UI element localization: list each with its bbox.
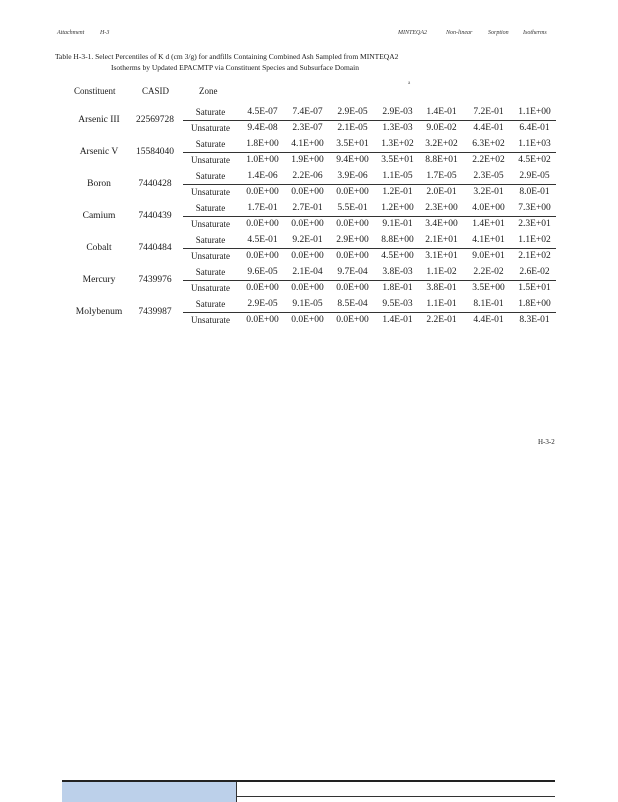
percentile-value: 6.4E-01 (519, 123, 550, 133)
casid-value: 7439987 (138, 307, 172, 317)
zone-saturate: Saturate (195, 235, 226, 245)
column-header-casid: CASID (142, 86, 170, 96)
percentile-value: 0.0E+00 (246, 283, 279, 293)
percentile-value: 9.0E+01 (472, 251, 505, 261)
zone-unsaturate: Unsaturate (191, 283, 230, 293)
percentile-value: 9.1E-05 (292, 299, 323, 309)
percentile-value: 2.9E-05 (519, 171, 550, 181)
casid-value: 7440484 (138, 243, 172, 253)
percentile-value: 2.9E-05 (337, 107, 368, 117)
percentile-value: 3.5E+00 (472, 283, 505, 293)
percentile-value: 9.6E-05 (247, 267, 278, 277)
percentile-value: 2.3E-05 (473, 171, 504, 181)
percentile-value: 1.1E+00 (518, 107, 551, 117)
footnote-marker: a (408, 81, 411, 86)
percentile-value: 1.0E+00 (246, 155, 279, 165)
percentile-value: 9.4E+00 (336, 155, 369, 165)
percentile-value: 3.4E+00 (425, 219, 458, 229)
row-divider (183, 216, 556, 217)
percentile-value: 2.9E-05 (247, 299, 278, 309)
header-attachment: Attachment (57, 30, 85, 36)
percentile-value: 2.9E+00 (336, 235, 369, 245)
percentile-value: 0.0E+00 (246, 219, 279, 229)
percentile-value: 1.3E-03 (382, 123, 413, 133)
percentile-value: 1.1E-01 (426, 299, 457, 309)
percentile-value: 2.2E-06 (292, 171, 323, 181)
percentile-value: 4.5E-01 (247, 235, 278, 245)
percentile-value: 1.1E+03 (518, 139, 551, 149)
percentile-value: 1.4E+01 (472, 219, 505, 229)
percentile-value: 2.3E+01 (518, 219, 551, 229)
percentile-value: 1.7E-05 (426, 171, 457, 181)
percentile-value: 1.2E-01 (382, 187, 413, 197)
percentile-value: 9.1E-01 (382, 219, 413, 229)
percentile-value: 2.6E-02 (519, 267, 550, 277)
next-table-header-cell (62, 782, 129, 802)
percentile-value: 7.3E+00 (518, 203, 551, 213)
percentile-value: 3.8E-03 (382, 267, 413, 277)
zone-saturate: Saturate (195, 171, 226, 181)
header-section: H-3 (100, 30, 110, 36)
row-divider (183, 312, 556, 313)
percentile-value: 0.0E+00 (336, 283, 369, 293)
percentile-value: 4.5E+00 (381, 251, 414, 261)
percentile-value: 2.1E+01 (425, 235, 458, 245)
percentile-value: 1.8E-01 (382, 283, 413, 293)
percentile-value: 3.5E+01 (336, 139, 369, 149)
percentile-value: 2.0E-01 (426, 187, 457, 197)
table-caption-line-2: Isotherms by Updated EPACMTP via Constituent Species and Subsurface Domain (111, 63, 359, 72)
percentile-value: 8.0E-01 (519, 187, 550, 197)
table-caption-line-1: Table H-3-1. Select Percentiles of K d (cm 3/g) for andfills Containing Combined Ash Sampled from MINTEQA2 (55, 52, 399, 61)
constituent-name: Boron (87, 179, 111, 189)
percentile-value: 1.1E+02 (518, 235, 551, 245)
percentile-value: 0.0E+00 (246, 315, 279, 325)
next-table-header-fragment (62, 780, 555, 802)
zone-unsaturate: Unsaturate (191, 187, 230, 197)
percentile-value: 1.3E+02 (381, 139, 414, 149)
percentile-value: 0.0E+00 (246, 251, 279, 261)
zone-saturate: Saturate (195, 267, 226, 277)
percentile-value: 1.4E-06 (247, 171, 278, 181)
zone-unsaturate: Unsaturate (191, 219, 230, 229)
percentile-value: 1.4E-01 (382, 315, 413, 325)
percentile-value: 1.1E-05 (382, 171, 413, 181)
percentile-value: 1.5E+01 (518, 283, 551, 293)
casid-value: 15584040 (136, 147, 174, 157)
casid-value: 7440439 (138, 211, 172, 221)
header-isotherms: Isotherms (523, 30, 547, 36)
percentile-value: 0.0E+00 (246, 187, 279, 197)
percentile-value: 2.2E-02 (473, 267, 504, 277)
zone-unsaturate: Unsaturate (191, 315, 230, 325)
percentile-value: 9.4E-08 (247, 123, 278, 133)
column-header-constituent: Constituent (74, 86, 116, 96)
percentile-value: 2.2E+02 (472, 155, 505, 165)
row-divider (183, 120, 556, 121)
percentile-value: 0.0E+00 (291, 315, 324, 325)
constituent-name: Molybenum (75, 307, 123, 317)
percentile-value: 0.0E+00 (291, 251, 324, 261)
percentile-value: 7.2E-01 (473, 107, 504, 117)
zone-unsaturate: Unsaturate (191, 155, 230, 165)
constituent-name: Arsenic III (78, 115, 120, 125)
percentile-value: 4.1E+00 (291, 139, 324, 149)
zone-saturate: Saturate (195, 299, 226, 309)
percentile-value: 4.5E+02 (518, 155, 551, 165)
next-table-header-rule (236, 796, 555, 797)
zone-unsaturate: Unsaturate (191, 251, 230, 261)
percentile-value: 9.0E-02 (426, 123, 457, 133)
percentile-value: 2.1E+02 (518, 251, 551, 261)
row-divider (183, 184, 556, 185)
percentile-value: 4.5E-07 (247, 107, 278, 117)
casid-value: 22569728 (136, 115, 174, 125)
percentile-value: 0.0E+00 (291, 219, 324, 229)
percentile-value: 4.1E+01 (472, 235, 505, 245)
percentile-value: 2.1E-04 (292, 267, 323, 277)
percentile-value: 1.7E-01 (247, 203, 278, 213)
percentile-value: 8.5E-04 (337, 299, 368, 309)
percentile-value: 6.3E+02 (472, 139, 505, 149)
percentile-value: 9.5E-03 (382, 299, 413, 309)
constituent-name: Mercury (82, 275, 116, 285)
percentile-value: 1.4E-01 (426, 107, 457, 117)
percentile-value: 3.1E+01 (425, 251, 458, 261)
percentile-value: 3.2E+02 (425, 139, 458, 149)
percentile-value: 1.9E+00 (291, 155, 324, 165)
casid-value: 7440428 (138, 179, 172, 189)
row-divider (183, 152, 556, 153)
constituent-name: Camium (82, 211, 116, 221)
zone-saturate: Saturate (195, 203, 226, 213)
zone-saturate: Saturate (195, 107, 226, 117)
percentile-value: 1.1E-02 (426, 267, 457, 277)
percentile-value: 4.4E-01 (473, 123, 504, 133)
percentile-value: 8.8E+01 (425, 155, 458, 165)
percentile-value: 1.8E+00 (518, 299, 551, 309)
percentile-value: 8.8E+00 (381, 235, 414, 245)
row-divider (183, 280, 556, 281)
constituent-name: Arsenic V (79, 147, 119, 157)
percentile-value: 2.3E-07 (292, 123, 323, 133)
constituent-name: Cobalt (86, 243, 112, 253)
percentile-value: 5.5E-01 (337, 203, 368, 213)
percentile-value: 4.4E-01 (473, 315, 504, 325)
percentile-value: 0.0E+00 (336, 187, 369, 197)
percentile-value: 8.3E-01 (519, 315, 550, 325)
percentile-value: 3.9E-06 (337, 171, 368, 181)
percentile-value: 3.2E-01 (473, 187, 504, 197)
percentile-value: 7.4E-07 (292, 107, 323, 117)
percentile-value: 0.0E+00 (291, 187, 324, 197)
percentile-value: 9.7E-04 (337, 267, 368, 277)
percentile-value: 4.0E+00 (472, 203, 505, 213)
zone-unsaturate: Unsaturate (191, 123, 230, 133)
percentile-value: 2.7E-01 (292, 203, 323, 213)
header-sorption: Sorption (488, 30, 509, 36)
header-nonlinear: Non-linear (446, 30, 473, 36)
percentile-value: 1.8E+00 (246, 139, 279, 149)
page-number: H-3-2 (538, 438, 555, 446)
percentile-value: 9.2E-01 (292, 235, 323, 245)
header-minteqa2: MINTEQA2 (398, 30, 427, 36)
percentile-value: 0.0E+00 (291, 283, 324, 293)
percentile-value: 0.0E+00 (336, 251, 369, 261)
column-header-zone: Zone (199, 86, 218, 96)
percentile-value: 8.1E-01 (473, 299, 504, 309)
casid-value: 7439976 (138, 275, 172, 285)
percentile-value: 2.9E-03 (382, 107, 413, 117)
row-divider (183, 248, 556, 249)
zone-saturate: Saturate (195, 139, 226, 149)
percentile-value: 0.0E+00 (336, 315, 369, 325)
next-table-header-cell (176, 782, 237, 802)
percentile-value: 2.2E-01 (426, 315, 457, 325)
percentile-value: 3.5E+01 (381, 155, 414, 165)
percentile-value: 3.8E-01 (426, 283, 457, 293)
percentile-value: 0.0E+00 (336, 219, 369, 229)
percentile-value: 2.1E-05 (337, 123, 368, 133)
next-table-header-cell (128, 782, 177, 802)
percentile-value: 1.2E+00 (381, 203, 414, 213)
percentile-value: 2.3E+00 (425, 203, 458, 213)
